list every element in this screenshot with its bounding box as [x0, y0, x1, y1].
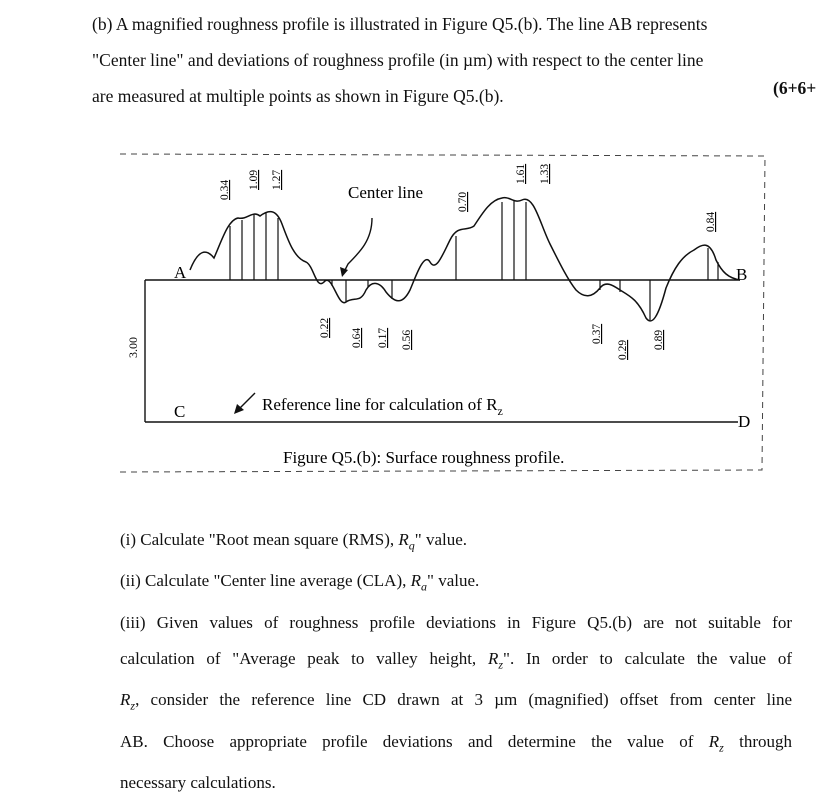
peak-label: 0.70	[457, 191, 469, 212]
valley-label: 0.89	[653, 329, 665, 350]
valley-label: 0.37	[591, 323, 603, 344]
valley-label: 0.56	[401, 329, 413, 350]
point-b-label: B	[736, 265, 748, 284]
offset-label: 3.00	[126, 337, 140, 358]
valley-label: 0.22	[319, 317, 331, 338]
peak-label: 1.27	[271, 169, 283, 190]
roughness-profile-curve	[190, 198, 740, 321]
valley-label: 0.29	[617, 339, 629, 360]
center-line-arrowhead	[340, 267, 348, 277]
question-i: (i) Calculate "Root mean square (RMS), $R_q$" value.	[120, 530, 468, 553]
figure-caption: Figure Q5.(b): Surface roughness profile.	[283, 448, 565, 467]
peak-label: 0.84	[705, 211, 717, 232]
peak-label: 1.33	[539, 163, 551, 184]
marks-allocation: (6+6+	[773, 78, 817, 98]
point-c-label: C	[174, 402, 186, 421]
peak-labels	[219, 164, 717, 232]
intro-line-1: (b) A magnified roughness profile is illustrated in Figure Q5.(b). The line AB represents	[92, 14, 708, 34]
roughness-profile-figure	[110, 140, 770, 485]
intro-line-2: "Center line" and deviations of roughness profile (in µm) with respect to the center line	[92, 50, 704, 70]
peak-label: 0.34	[219, 179, 231, 200]
valley-label: 0.64	[351, 327, 363, 348]
center-line-label: Center line	[348, 183, 424, 202]
point-a-label: A	[174, 263, 187, 282]
questions-block	[120, 522, 792, 801]
valley-labels	[319, 318, 665, 360]
question-iii-line-1: (iii) Given values of roughness profile deviations in Figure Q5.(b) are not suitable for	[120, 612, 792, 632]
peak-label: 1.61	[515, 163, 527, 184]
point-d-label: D	[738, 412, 751, 431]
question-iii-line-4: AB. Choose appropriate profile deviations and determine the value of $R_z$ through	[120, 731, 792, 754]
intro-paragraph	[92, 6, 802, 114]
reference-line-label: Reference line for calculation of $R_z$	[262, 395, 503, 418]
intro-line-3: are measured at multiple points as shown in Figure Q5.(b).	[92, 86, 504, 106]
peak-label: 1.09	[248, 169, 260, 190]
question-iii-line-5: necessary calculations.	[120, 772, 276, 792]
question-ii: (ii) Calculate "Center line average (CLA), $R_a$" value.	[120, 571, 480, 594]
center-line-pointer-arrow	[344, 218, 372, 272]
valley-label: 0.17	[377, 327, 389, 348]
question-iii-line-3: $R_z$, consider the reference line CD drawn at 3 µm (magnified) offset from center line	[120, 690, 792, 713]
figure-frame	[120, 154, 765, 472]
question-iii-line-2: calculation of "Average peak to valley height, $R_z$". In order to calculate the value of	[120, 648, 792, 672]
